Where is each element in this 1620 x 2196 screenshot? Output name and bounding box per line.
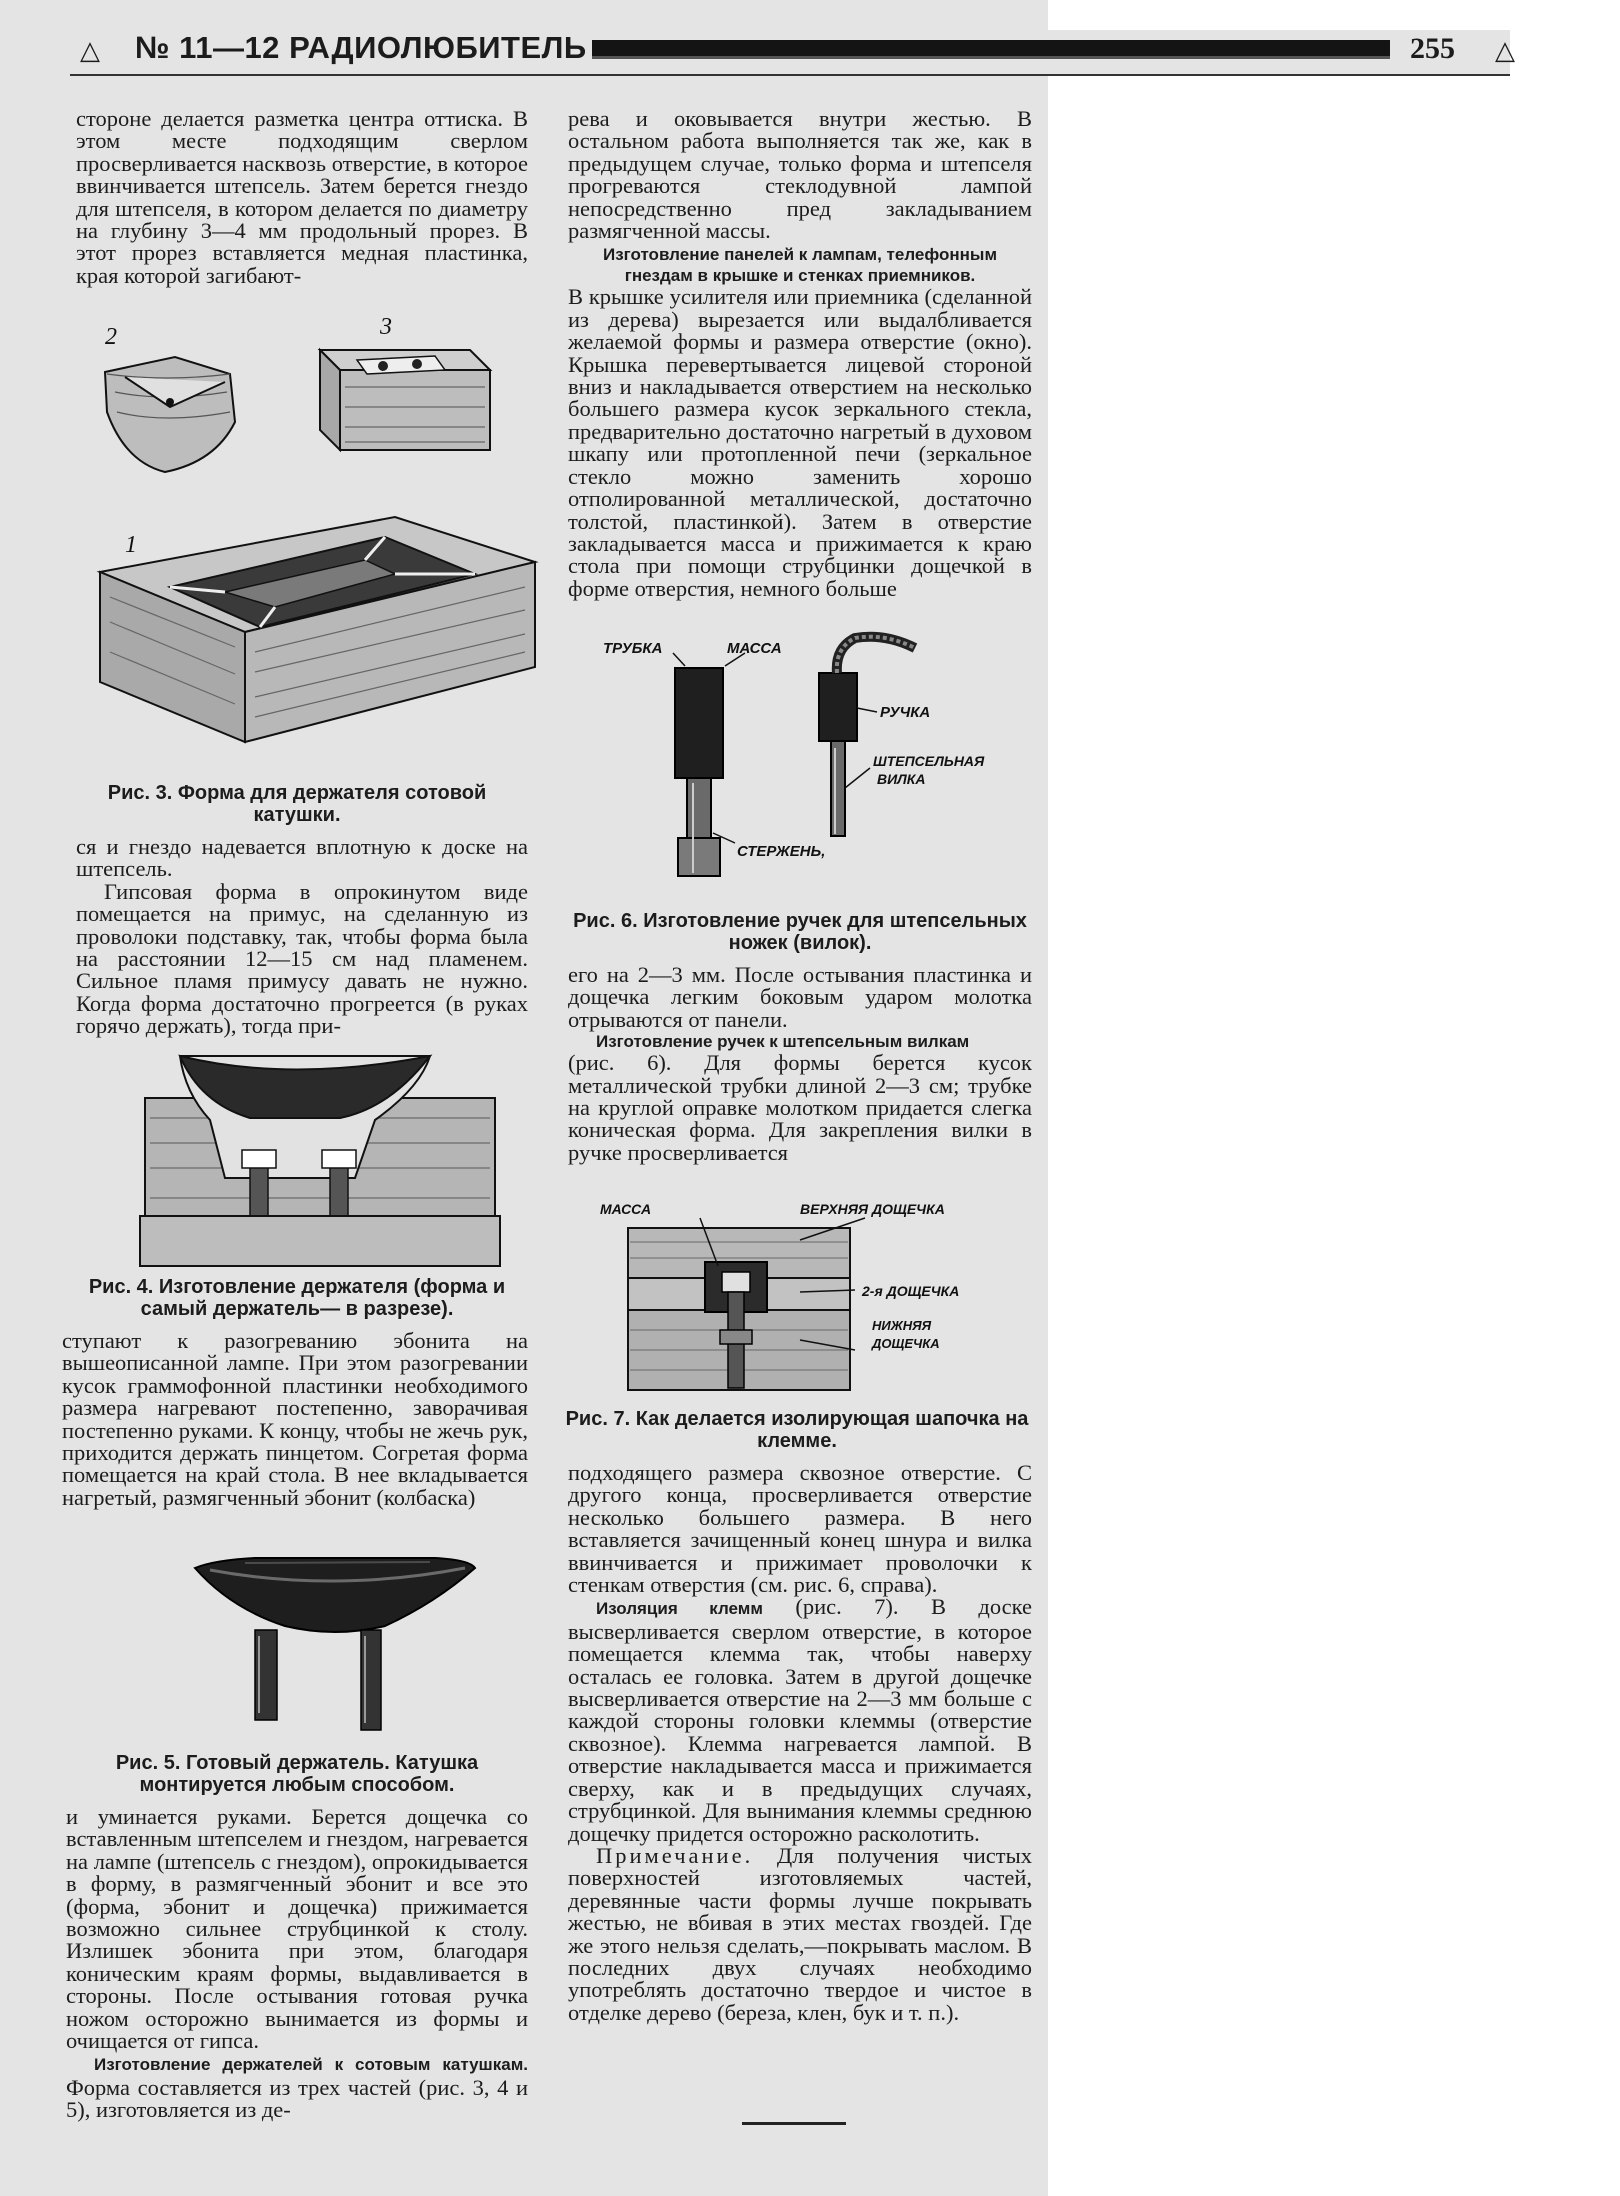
- triangle-left-icon: △: [80, 36, 100, 66]
- left-text-1: [76, 108, 528, 287]
- right-subheading-2: Изготовление ручек к штепсельным вилкам: [596, 1032, 970, 1052]
- figure-3-caption: Рис. 3. Форма для держателя сотовой катушки.: [107, 782, 487, 826]
- left-paragraph-4: ступают к разогреванию эбонита на вышеописанной лампе. При этом разогревании кусок граммофонной пластинки необходимого размера нагревают постепенно, заворачивая постепенно руками. К концу, чтобы не жечь рук, приходится держать пинцетом. Согретая форма помещается на край стола. В нее вкладывается нагретый, размягченный эбонит (колбаска): [62, 1328, 528, 1510]
- right-subheading-1: Изготовление панелей к лампам, телефонным гнездам в крышке и стенках приемников.: [602, 245, 998, 286]
- fig6-label-plug-2: ВИЛКА: [877, 771, 926, 787]
- header-title: [135, 30, 587, 66]
- right-subheading-3: Изоляция клемм: [596, 1599, 763, 1619]
- left-paragraph-6: [66, 2052, 528, 2121]
- left-subheading-1: Изготовление держателей к сотовым катушкам.: [94, 2055, 528, 2075]
- fig7-label-bottom-2: ДОЩЕЧКА: [872, 1336, 940, 1351]
- header-rule: [70, 74, 1510, 76]
- magazine-title: РАДИОЛЮБИТЕЛЬ: [289, 30, 587, 65]
- fig6-label-rod: СТЕРЖЕНЬ,: [737, 843, 826, 860]
- fig7-label-top-board: ВЕРХНЯЯ ДОЩЕЧКА: [800, 1201, 945, 1217]
- figure-4-caption: Рис. 4. Изготовление держателя (форма и самый держатель— в разрезе).: [88, 1276, 506, 1320]
- right-text-2: [568, 964, 1032, 1164]
- right-paragraph-6-text: (рис. 7). В доске высверливается сверлом отверстие, в которое помещается клемма так, чтобы наверху осталась ее головка. Затем в другой дощечке высверливается отверстие на 2—3 мм больше с каждой стороны головки клеммы (отверстие сквозное). Клемма нагревается лампой. В отверстие накладывается масса и прижимается сверху, как и в предыдущих случаях, струбцинкой. Для вынимания клеммы среднюю дощечку придется осторожно расколотить.: [568, 1594, 1032, 1846]
- figure-7-caption: Рис. 7. Как делается изолирующая шапочка на клемме.: [565, 1408, 1029, 1452]
- fig6-label-tube: ТРУБКА: [603, 640, 663, 657]
- figure-4-cross-section: [140, 1048, 500, 1266]
- left-paragraph-1: стороне делается разметка центра оттиска. В этом месте подходящим сверлом просверливается насквозь отверстие, в которое ввинчивается штепсель. Затем берется гнездо для штепселя, в котором делается по диаметру на глубину 3—4 мм продольный прорез. В этот прорез вставляется медная пластинка, края которой загибают-: [76, 106, 528, 288]
- fig3-label-1: 1: [125, 532, 137, 558]
- left-text-3: [62, 1330, 528, 1509]
- blank-margin: [1048, 88, 1620, 2196]
- left-paragraph-6-text: Форма составляется из трех частей (рис. 3, 4 и 5), изготовляется из де-: [66, 2074, 528, 2123]
- figure-6-caption: Рис. 6. Изготовление ручек для штепсельных ножек (вилок).: [573, 910, 1027, 954]
- left-paragraph-3: Гипсовая форма в опрокинутом виде помещается на примус, на сделанную из проволоки подставку, так, чтобы форма была на расстоянии 12—15 см над пламенем. Сильное пламя примусу давать не нужно. Когда форма достаточно прогреется (в руках горячо держать), тогда при-: [76, 878, 528, 1039]
- figure-7-terminal-cap: [600, 1200, 1010, 1400]
- triangle-right-icon: △: [1495, 36, 1515, 66]
- right-paragraph-5: подходящего размера сквозное отверстие. С другого конца, просверливается отверстие несколько большего размера. В него вставляется зачищенный конец шнура и вилка ввинчивается и прижимает проволочки к стенкам отверстия (см. рис. 6, справа).: [568, 1460, 1032, 1598]
- left-text-2: [76, 836, 528, 1038]
- fig7-label-mass: МАССА: [600, 1201, 652, 1217]
- figure-5-caption: Рис. 5. Готовый держатель. Катушка монтируется любым способом.: [115, 1752, 479, 1796]
- right-paragraph-6: [568, 1596, 1032, 1844]
- fig3-label-3: 3: [380, 314, 392, 340]
- figure-3-mold: [95, 312, 540, 752]
- figure-6-plug-handles: [595, 638, 1015, 883]
- left-paragraph-5: и уминается руками. Берется дощечка со вставленным штепселем и гнездом, нагревается на лампе (штепсель с гнездом), опрокидывается в форму, в размягченный эбонит и все это (форма, эбонит и дощечка) прижимается возможно сильнее струбцинкой к столу. Излишек эбонита при этом, благодаря коническим краям формы, выдавливается в стороны. После остывания готовая ручка ножом осторожно вынимается из формы и очищается от гипса.: [66, 1804, 528, 2054]
- right-paragraph-7: [568, 1842, 1032, 2025]
- fig6-label-plug-1: ШТЕПСЕЛЬНАЯ: [873, 753, 985, 769]
- right-text-1: [568, 108, 1032, 600]
- fig7-label-second-board: 2-я ДОЩЕЧКА: [862, 1283, 960, 1299]
- fig6-label-mass: МАССА: [727, 640, 782, 657]
- right-paragraph-4: (рис. 6). Для формы берется кусок металлической трубки длиной 2—3 см; трубке на круглой оправке молотком придается слегка коническая форма. Для закрепления вилки в ручке просверливается: [568, 1050, 1032, 1165]
- right-paragraph-3: его на 2—3 мм. После остывания пластинка и дощечка легким боковым ударом молотка отрываются от панели.: [568, 962, 1032, 1032]
- right-paragraph-1: рева и оковывается внутри жестью. В остальном работа выполняется так же, как в предыдущем случае, только форма и штепселя прогреваются стеклодувной лампой непосредственно пред закладыванием размягченной массы.: [568, 106, 1032, 244]
- figure-5-finished-holder: [185, 1548, 485, 1738]
- right-paragraph-2: В крышке усилителя или приемника (сделанной из дерева) вырезается или выдалбливается желаемой формы и размера отверстие (окно). Крышка перевертывается лицевой стороной вниз и накладывается отверстием на несколько большего размера кусок зеркального стекла, предварительно достаточно нагретый в духовом шкапу или протопленной печи (зеркальное стекло можно заменить хорошо отполированной металлической, достаточно толстой, пластинкой). Затем в отверстие закладывается масса и прижимается к краю стола при помощи струбцинки дощечкой в форме отверстия, немного больше: [568, 284, 1032, 601]
- issue-number: № 11—12: [135, 30, 280, 65]
- end-rule: [742, 2122, 846, 2125]
- page-header: [70, 30, 1515, 74]
- header-bar: [592, 40, 1390, 59]
- note-label: Примечание.: [596, 1842, 754, 1868]
- page-number: 255: [1410, 32, 1455, 65]
- right-paragraph-7-text: Для получения чистых поверхностей изготовляемых частей, деревянные части формы лучше покрывать жестью, не вбивая в этих местах гвоздей. Где же этого нельзя сделать,—покрывать маслом. В последних двух случаях необходимо употреблять достаточно твердое и чистое в отделке дерево (береза, клен, бук и т. п.).: [568, 1842, 1032, 2025]
- left-paragraph-2: ся и гнездо надевается вплотную к доске на штепсель.: [76, 834, 528, 882]
- left-text-4: [66, 1806, 528, 2122]
- right-text-3: [568, 1462, 1032, 2024]
- fig3-label-2: 2: [105, 324, 117, 350]
- fig6-label-handle: РУЧКА: [880, 704, 931, 721]
- fig7-label-bottom-1: НИЖНЯЯ: [872, 1318, 932, 1333]
